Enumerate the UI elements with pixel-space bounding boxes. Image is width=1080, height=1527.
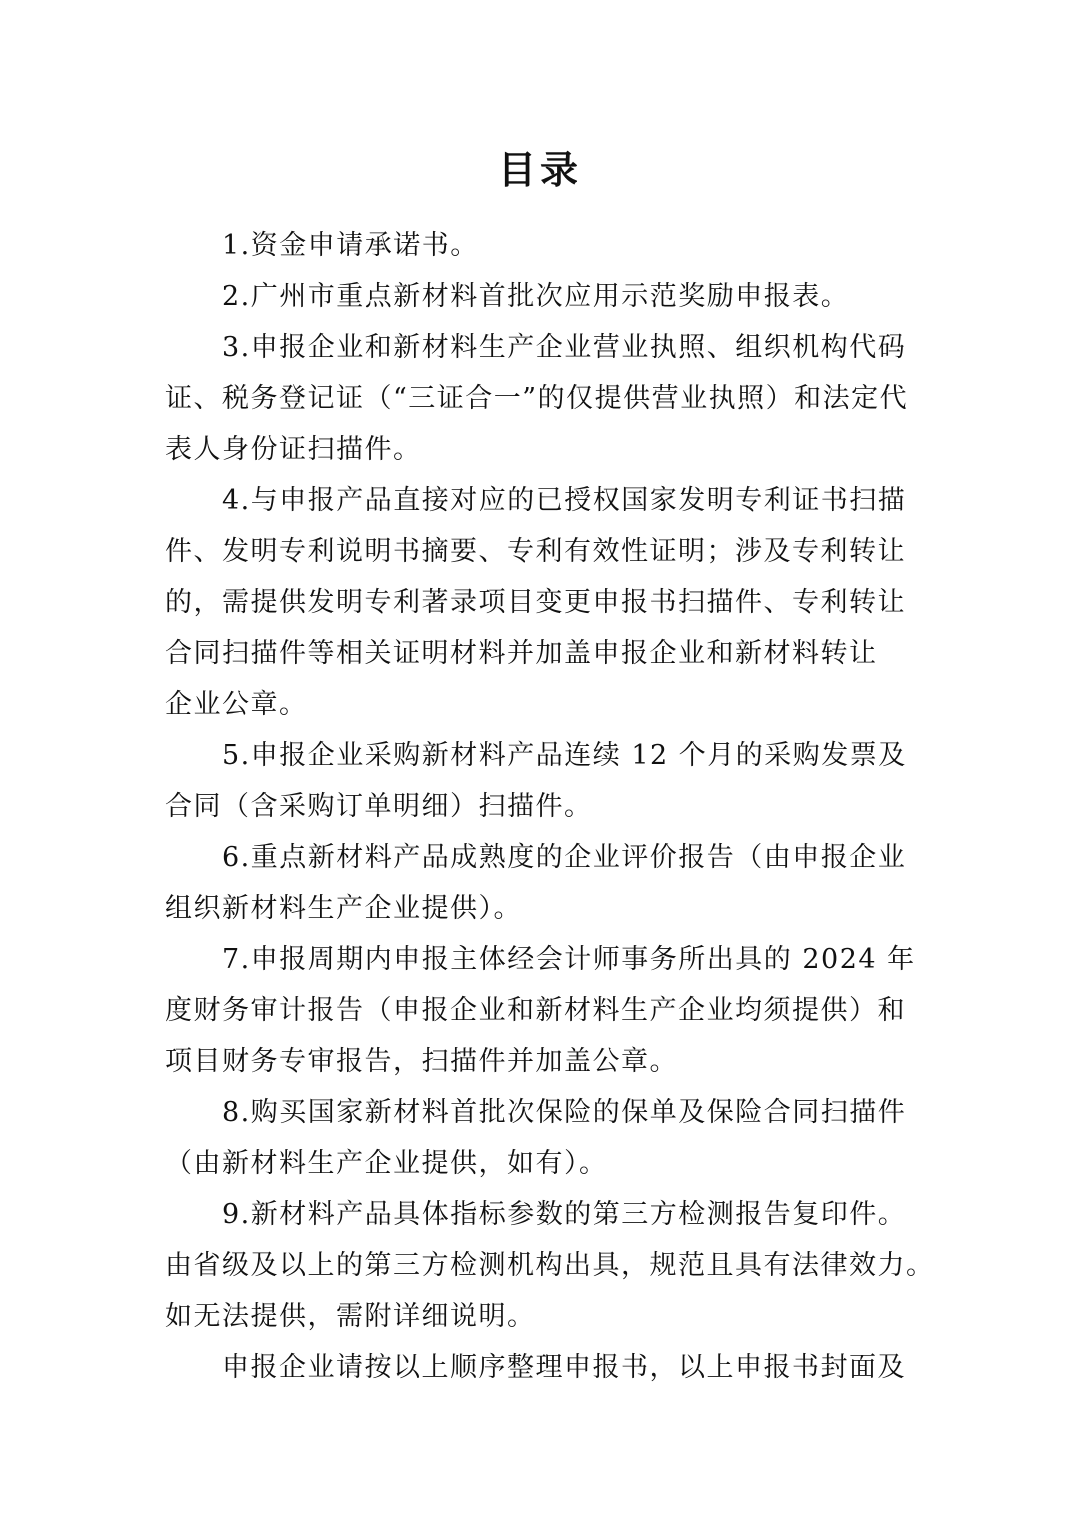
text-line: 度财务审计报告（申报企业和新材料生产企业均须提供）和 — [165, 995, 906, 1026]
list-item-2 — [165, 271, 917, 322]
text-line: 8.购买国家新材料首批次保险的保单及保险合同扫描件 — [222, 1097, 907, 1128]
text-line: 如无法提供，需附详细说明。 — [165, 1301, 536, 1332]
text-line: 申报企业请按以上顺序整理申报书，以上申报书封面及 — [222, 1352, 906, 1383]
text-line: 表人身份证扫描件。 — [165, 434, 422, 465]
closing-note — [165, 1342, 917, 1393]
text-line: 由省级及以上的第三方检测机构出具，规范且具有法律效力。 — [165, 1250, 935, 1281]
text-line: （由新材料生产企业提供，如有）。 — [165, 1148, 608, 1179]
list-item-8 — [165, 1087, 917, 1189]
text-line: 7.申报周期内申报主体经会计师事务所出具的 2024 年 — [222, 944, 916, 975]
text-line: 6.重点新材料产品成熟度的企业评价报告（由申报企业 — [222, 842, 907, 873]
list-item-9 — [165, 1189, 935, 1342]
text-line: 3.申报企业和新材料生产企业营业执照、组织机构代码 — [222, 332, 907, 363]
text-line: 合同（含采购订单明细）扫描件。 — [165, 791, 593, 822]
text-line: 合同扫描件等相关证明材料并加盖申报企业和新材料转让 — [165, 638, 878, 669]
list-item-6 — [165, 832, 917, 934]
text-line: 项目财务专审报告，扫描件并加盖公章。 — [165, 1046, 678, 1077]
text-line: 2.广州市重点新材料首批次应用示范奖励申报表。 — [222, 281, 850, 312]
list-item-3 — [165, 322, 917, 475]
list-item-5 — [165, 730, 917, 832]
text-line: 5.申报企业采购新材料产品连续 12 个月的采购发票及 — [222, 740, 907, 771]
list-item-7 — [165, 934, 917, 1087]
text-line: 4.与申报产品直接对应的已授权国家发明专利证书扫描 — [222, 485, 907, 516]
text-line: 组织新材料生产企业提供）。 — [165, 893, 522, 924]
list-item-4 — [165, 475, 917, 730]
text-line: 的，需提供发明专利著录项目变更申报书扫描件、专利转让 — [165, 587, 906, 618]
page-title: 目录 — [497, 148, 582, 192]
document-body — [165, 220, 935, 1393]
list-item-1 — [165, 220, 917, 271]
text-line: 1.资金申请承诺书。 — [222, 230, 479, 261]
text-line: 企业公章。 — [165, 689, 308, 720]
text-line: 9.新材料产品具体指标参数的第三方检测报告复印件。 — [222, 1199, 907, 1230]
text-line: 件、发明专利说明书摘要、专利有效性证明；涉及专利转让 — [165, 536, 906, 567]
text-line: 证、税务登记证（“三证合一”的仅提供营业执照）和法定代 — [165, 383, 909, 414]
